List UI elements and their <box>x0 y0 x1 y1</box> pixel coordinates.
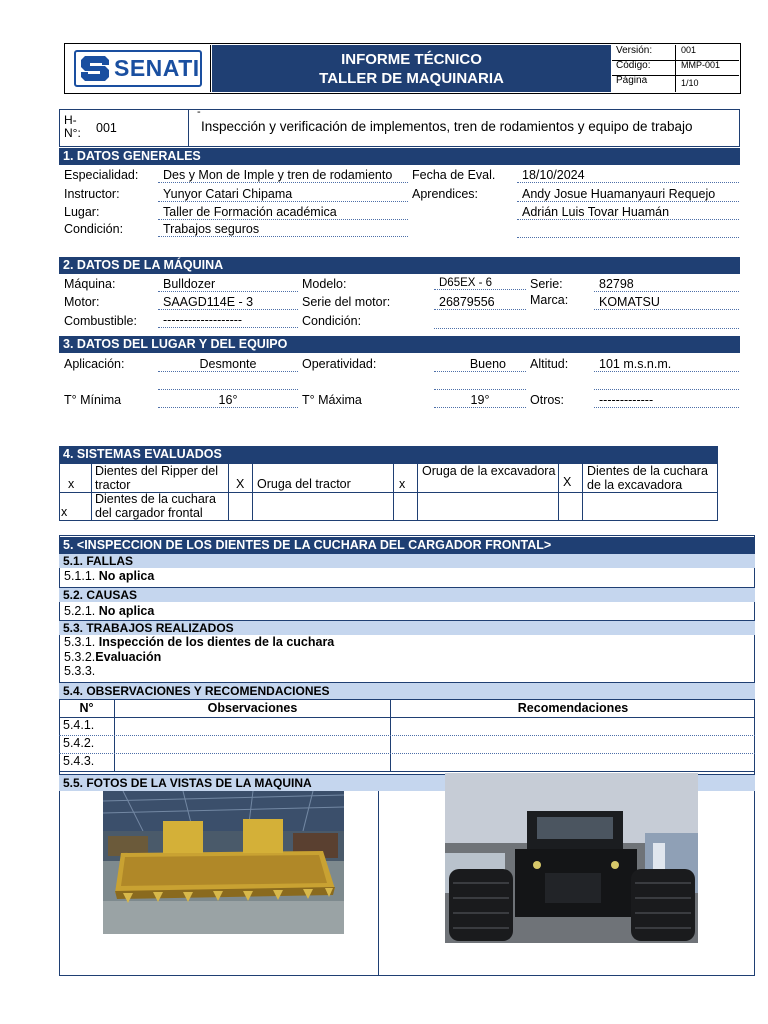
item-text: Evaluación <box>95 650 162 664</box>
system-item: Dientes de la cuchara de la excavadora <box>587 464 708 492</box>
section4-heading: 4. SISTEMAS EVALUADOS <box>59 446 718 463</box>
item-text: No aplica <box>98 569 155 583</box>
fallas-heading: 5.1. FALLAS <box>59 553 755 568</box>
title-line1: INFORME TÉCNICO <box>341 50 482 68</box>
lugar-value: Taller de Formación académica <box>158 205 408 220</box>
loader-bucket-image <box>103 791 344 934</box>
photo-loader-bucket <box>103 791 344 934</box>
system-item: Dientes de la cuchara del cargador frontal <box>95 492 216 520</box>
altitud-value: 101 m.s.n.m. <box>594 357 739 372</box>
system-item: Oruga del tractor <box>257 477 351 491</box>
obs-row-number: 5.4.3. <box>63 754 95 768</box>
aprendiz-1: Andy Josue Huamanyauri Requejo <box>517 187 739 202</box>
section5-heading: 5. <INSPECCION DE LOS DIENTES DE LA CUCHARA DEL CARGADOR FRONTAL> <box>59 537 755 554</box>
observaciones-table <box>59 699 755 772</box>
hn-divider <box>188 110 189 146</box>
especialidad-label: Especialidad: <box>64 168 139 182</box>
meta-value: MMP-001 <box>681 60 721 70</box>
blank-line <box>594 389 739 390</box>
meta-row-code <box>612 60 739 76</box>
photo-bulldozer-front <box>445 773 698 943</box>
motor-label: Motor: <box>64 295 100 309</box>
causas-item <box>64 604 154 618</box>
blank-line <box>517 237 739 238</box>
item-number: 5.3.1. <box>64 635 96 649</box>
blank-line <box>158 389 298 390</box>
meta-value: 1/10 <box>681 78 699 88</box>
trabajo-item <box>64 650 161 664</box>
system-item: Oruga de la excavadora <box>422 464 556 478</box>
bulldozer-image <box>445 773 698 943</box>
meta-label: Página <box>612 75 676 92</box>
report-id-row <box>59 106 740 147</box>
system-mark: X <box>236 477 245 491</box>
instructor-label: Instructor: <box>64 187 120 201</box>
aprendiz-2: Adrián Luis Tovar Huamán <box>517 205 739 220</box>
fecha-value: 18/10/2024 <box>517 168 739 183</box>
logo-text: SENATI <box>114 55 200 81</box>
meta-value: 001 <box>681 45 697 55</box>
item-number: 5.2.1. <box>64 604 96 618</box>
trabajo-item <box>64 635 334 649</box>
item-text: No aplica <box>98 604 155 618</box>
tmax-label: T° Máxima <box>302 393 362 407</box>
aprendices-label: Aprendices: <box>412 187 479 201</box>
senati-logo <box>74 50 202 87</box>
modelo-value: D65EX - 6 <box>434 277 526 290</box>
aplicacion-label: Aplicación: <box>64 357 125 371</box>
system-mark: x <box>68 477 75 491</box>
condicion-label: Condición: <box>64 222 124 236</box>
trabajos-heading: 5.3. TRABAJOS REALIZADOS <box>59 620 755 635</box>
hn-value: 001 <box>96 121 117 135</box>
marca-label: Marca: <box>530 293 569 307</box>
otros-value: ------------- <box>594 393 739 408</box>
photo-divider <box>378 791 379 976</box>
combustible-label: Combustible: <box>64 314 137 328</box>
aplicacion-value: Desmonte <box>158 357 298 372</box>
fallas-item <box>64 569 154 583</box>
system-mark: X <box>563 475 572 489</box>
modelo-label: Modelo: <box>302 277 347 291</box>
item-number: 5.3.3. <box>64 664 96 678</box>
especialidad-value: Des y Mon de Imple y tren de rodamiento <box>158 168 408 183</box>
blank-line <box>434 389 526 390</box>
causas-heading: 5.2. CAUSAS <box>59 587 755 602</box>
tmax-value: 19° <box>434 393 526 408</box>
obs-row-number: 5.4.2. <box>63 736 95 750</box>
combustible-value: ------------------- <box>158 313 298 328</box>
senati-s-icon <box>78 53 112 84</box>
item-text: Inspección de los dientes de la cuchara <box>98 635 335 649</box>
hn-label: H-N°: <box>64 113 81 140</box>
system-mark: x <box>61 505 68 519</box>
observaciones-heading: 5.4. OBSERVACIONES Y RECOMENDACIONES <box>59 682 755 699</box>
tmin-value: 16° <box>158 393 298 408</box>
meta-row-page <box>612 75 739 92</box>
report-subject: Inspección y verificación de implementos, tren de rodamientos y equipo de trabajo <box>201 119 693 134</box>
maquina-value: Bulldozer <box>158 277 298 292</box>
system-mark: x <box>399 477 406 491</box>
title-line2: TALLER DE MAQUINARIA <box>319 69 504 87</box>
fecha-label: Fecha de Eval. <box>412 168 496 182</box>
condicion-value: Trabajos seguros <box>158 222 408 237</box>
fotos-heading: 5.5. FOTOS DE LA VISTAS DE LA MAQUINA <box>59 774 755 791</box>
col-header-recomendaciones: Recomendaciones <box>517 701 629 715</box>
meta-row-version <box>612 45 739 61</box>
meta-label: Versión: <box>612 45 676 60</box>
condicion-maquina-label: Condición: <box>302 314 362 328</box>
serie-value: 82798 <box>594 277 739 292</box>
otros-label: Otros: <box>530 393 565 407</box>
tmin-label: T° Mínima <box>64 393 122 407</box>
logo-cell <box>66 45 211 92</box>
report-title-cell <box>212 45 611 92</box>
operatividad-value: Bueno <box>434 357 526 372</box>
meta-label: Código: <box>612 60 676 75</box>
serie-label: Serie: <box>530 277 563 291</box>
section1-heading: 1. DATOS GENERALES <box>59 148 740 165</box>
document-meta <box>612 45 739 92</box>
blank-line <box>434 328 739 329</box>
col-header-observaciones: Observaciones <box>207 701 298 715</box>
serie-motor-label: Serie del motor: <box>302 295 391 309</box>
section2-heading: 2. DATOS DE LA MÁQUINA <box>59 257 740 274</box>
col-header-number: N° <box>79 701 94 715</box>
system-item: Dientes del Ripper del tractor <box>95 464 218 492</box>
lugar-label: Lugar: <box>64 205 100 219</box>
maquina-label: Máquina: <box>64 277 116 291</box>
item-number: 5.3.2. <box>64 650 96 664</box>
item-number: 5.1.1. <box>64 569 96 583</box>
altitud-label: Altitud: <box>530 357 569 371</box>
operatividad-label: Operatividad: <box>302 357 377 371</box>
systems-table <box>59 463 718 521</box>
dash-mark: - <box>197 106 201 118</box>
trabajo-item <box>64 664 95 678</box>
instructor-value: Yunyor Catari Chipama <box>158 187 408 202</box>
marca-value: KOMATSU <box>594 295 739 310</box>
section3-heading: 3. DATOS DEL LUGAR Y DEL EQUIPO <box>59 336 740 353</box>
motor-value: SAAGD114E - 3 <box>158 295 298 310</box>
obs-row-number: 5.4.1. <box>63 718 95 732</box>
serie-motor-value: 26879556 <box>434 295 526 310</box>
